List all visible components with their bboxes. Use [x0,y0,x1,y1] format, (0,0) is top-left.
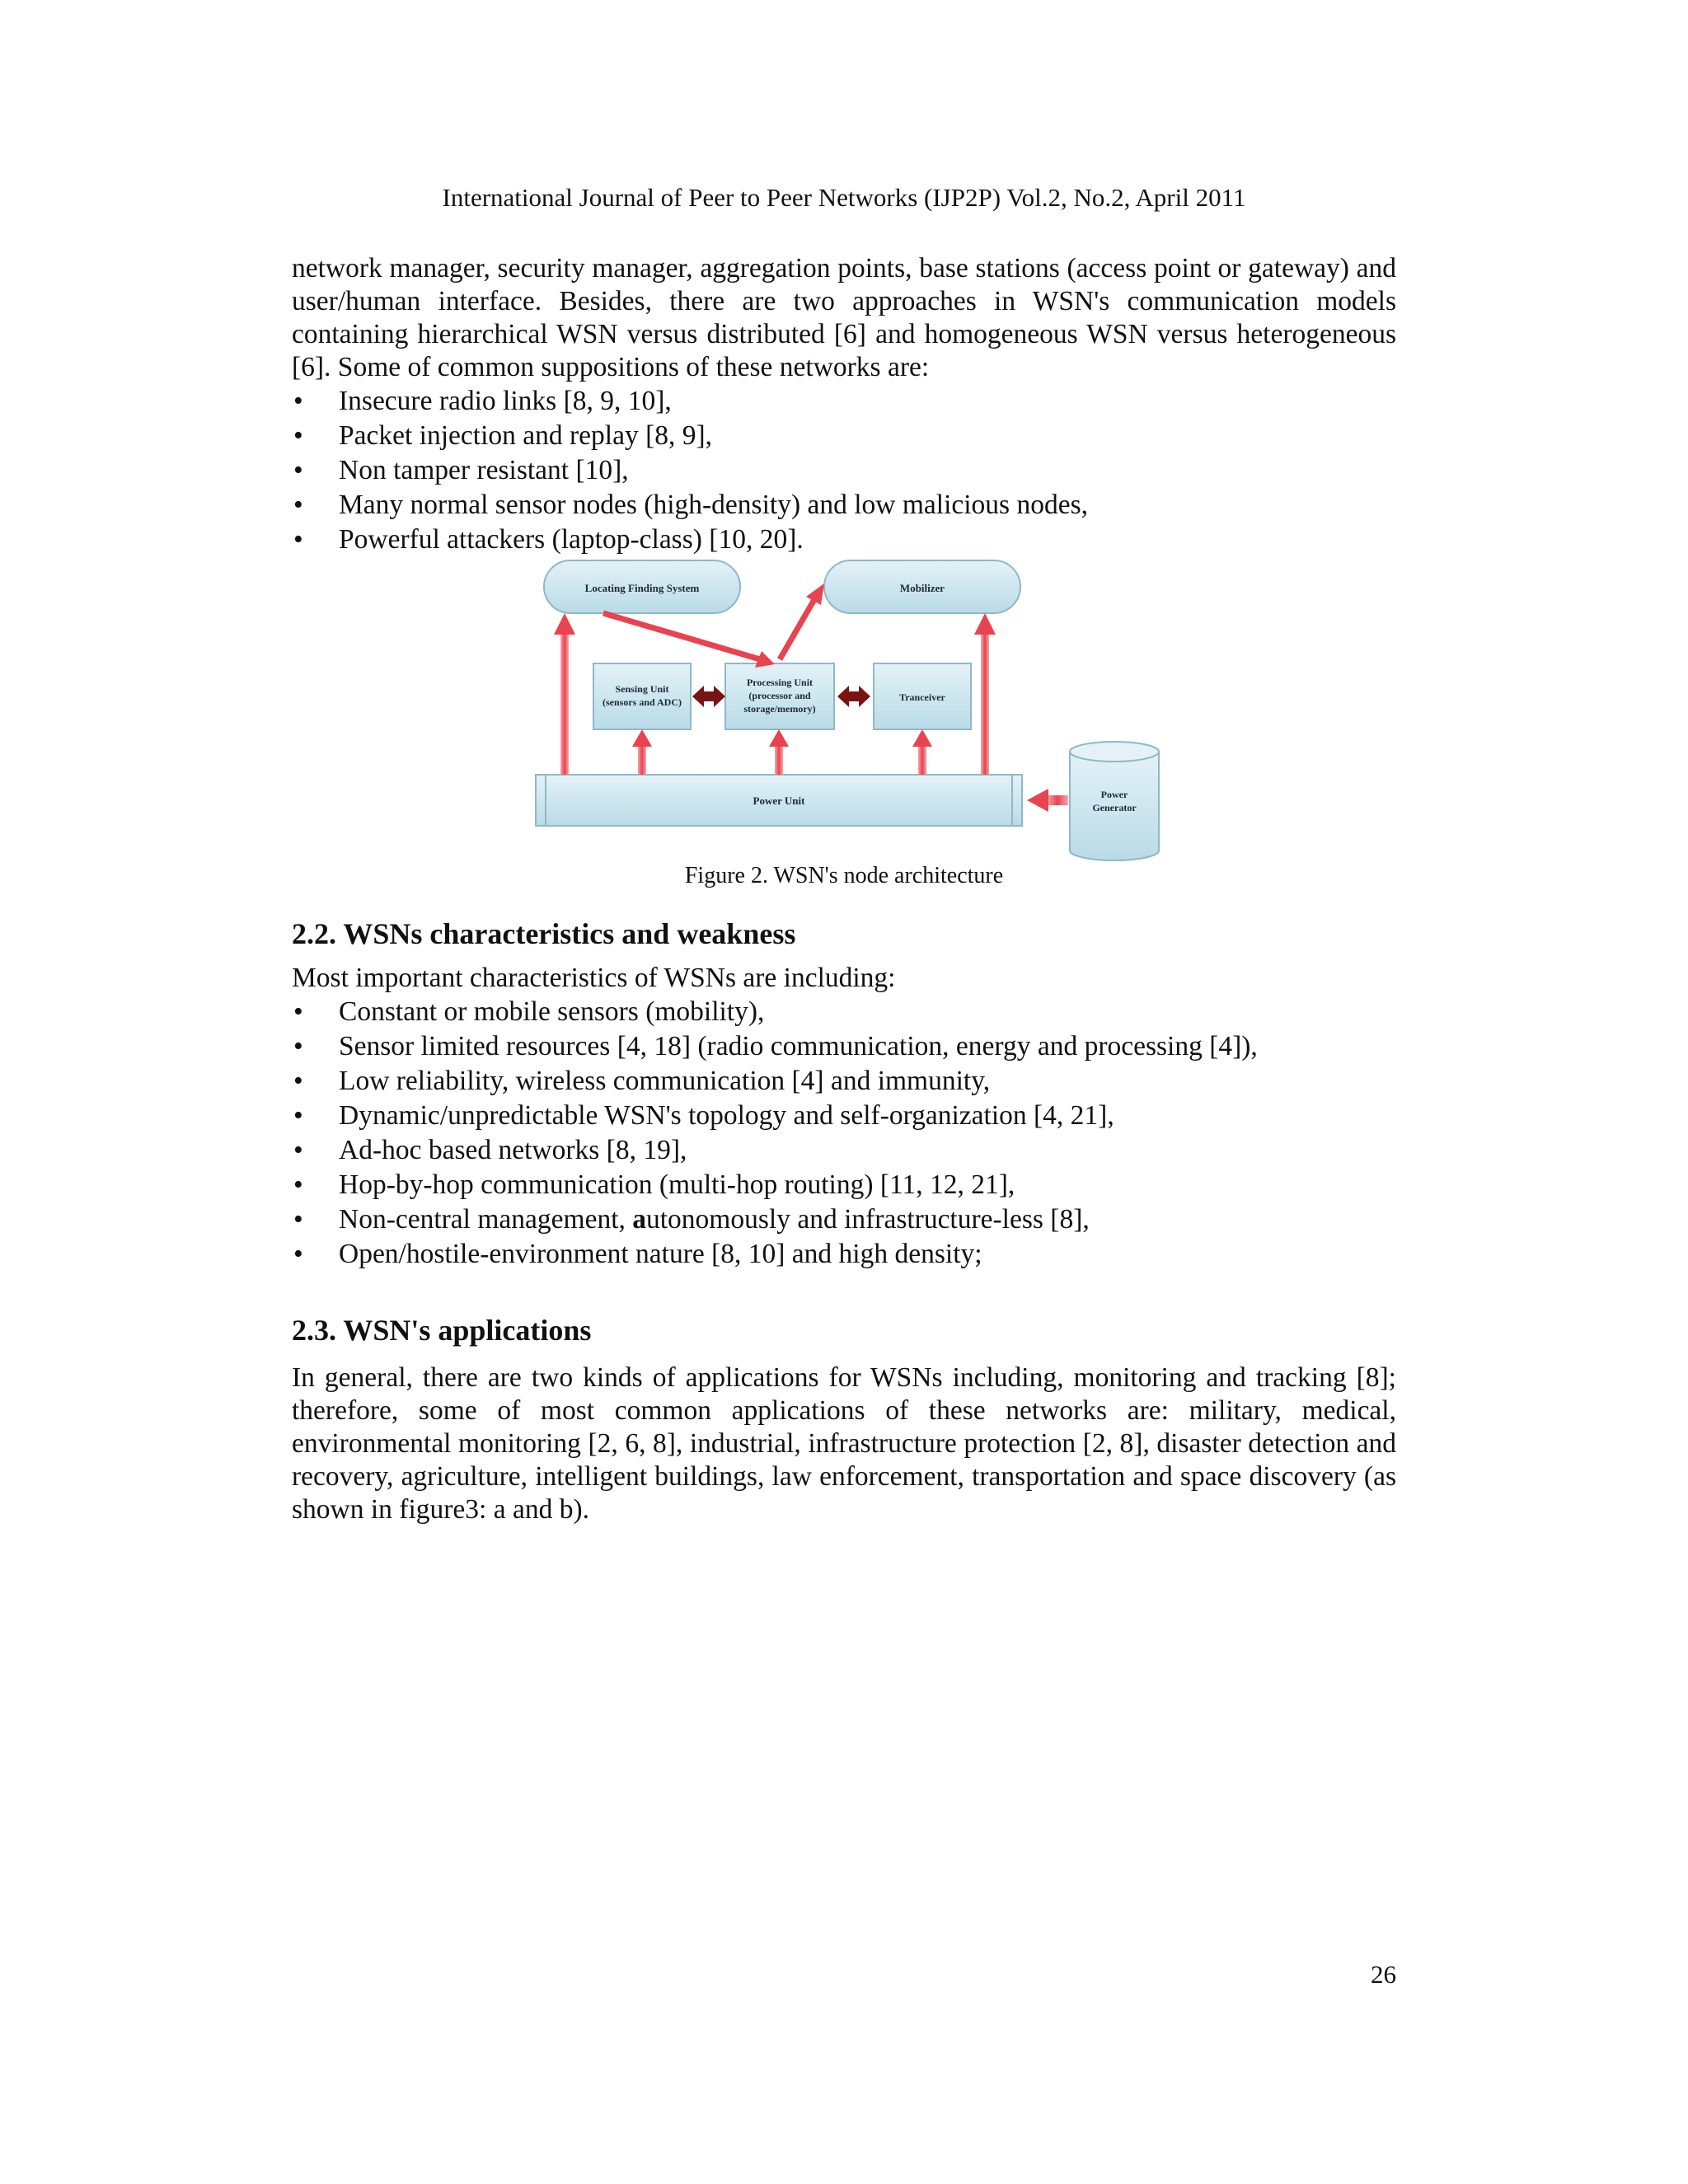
section-paragraph: In general, there are two kinds of applications for WSNs including, monitoring and tracking [8]; therefore, some of most common applications of these networks are: military, medical, environmental monitoring [2, 6, 8], industrial, infrastructure protection [2, 8], disaster detection and recovery, agriculture, intelligent buildings, law enforcement, transportation and space discovery (as shown in figure3: a and b). [292,1362,1396,1525]
list-item: • Low reliability, wireless communication [4] and immunity, [292,1064,1396,1099]
list-item: • Non tamper resistant [10], [292,453,1396,488]
processing-unit-label: Processing Unit [746,677,814,688]
bullet-icon: • [293,1031,303,1062]
processing-tranceiver-double-arrow [837,686,870,707]
section-2-3 [292,1312,1396,1526]
list-item: • Ad-hoc based networks [8, 19], [292,1133,1396,1168]
intro-block [292,252,1396,557]
intro-paragraph: network manager, security manager, aggregation points, base stations (access point or gateway) and user/human interface. Besides, there are two approaches in WSN's communication models containing hierarchical WSN versus distributed [6] and homogeneous WSN versus heterogeneous [6]. Some of common suppositions of these networks are: [292,253,1396,382]
sensing-unit-label: Sensing Unit [615,683,669,695]
bullet-icon: • [293,1135,303,1165]
list-item: • Non-central management, autonomously and infrastructure-less [8], [292,1202,1396,1237]
section-heading: 2.2. WSNs characteristics and weakness [292,917,796,950]
list-item: • Sensor limited resources [4, 18] (radio communication, energy and processing [4]), [292,1029,1396,1064]
running-header: International Journal of Peer to Peer Networks (IJP2P) Vol.2, No.2, April 2011 [442,183,1246,212]
list-item: • Powerful attackers (laptop-class) [10, 20]. [292,523,1396,557]
list-item: • Packet injection and replay [8, 9], [292,419,1396,453]
power-unit-label: Power Unit [753,794,805,807]
power-to-mobilizer-arrow [974,613,996,775]
section-heading: 2.3. WSN's applications [292,1314,592,1347]
bullet-icon: • [293,386,303,416]
locating-system-label: Locating Finding System [584,582,700,594]
bullet-icon: • [293,524,303,555]
list-item: • Many normal sensor nodes (high-density) and low malicious nodes, [292,488,1396,523]
page-number: 26 [1371,1960,1396,1989]
bullet-icon: • [293,455,303,485]
section-2-2 [292,916,1396,1272]
power-generator-cylinder [1070,742,1159,860]
figure-caption: Figure 2. WSN's node architecture [684,863,1004,888]
processing-to-mobilizer-arrow [780,583,824,659]
bullet-icon: • [293,1100,303,1131]
processing-unit-sublabel-2: storage/memory) [743,703,816,715]
bullet-icon: • [293,1066,303,1096]
characteristics-list [292,995,1396,1272]
power-to-processing-arrow [769,729,789,775]
power-to-sensing-arrow [632,729,652,775]
sensing-processing-double-arrow [692,686,725,707]
generator-to-power-arrow [1027,789,1068,812]
bullet-icon: • [293,490,303,520]
bullet-icon: • [293,996,303,1027]
bullet-icon: • [293,1239,303,1269]
bullet-icon: • [293,1169,303,1200]
power-to-tranceiver-arrow [912,729,932,775]
power-to-locating-arrow [554,613,575,775]
power-generator-sublabel: Generator [1092,802,1137,813]
section-intro: Most important characteristics of WSNs are including: [292,963,896,993]
list-item: • Hop-by-hop communication (multi-hop routing) [11, 12, 21], [292,1168,1396,1202]
tranceiver-label: Tranceiver [899,691,945,703]
power-generator-label: Power [1100,789,1128,800]
processing-unit-sublabel-1: (processor and [748,690,811,701]
list-item: • Insecure radio links [8, 9, 10], [292,384,1396,419]
locating-to-processing-arrow [603,613,775,668]
node-architecture-figure [528,554,1162,867]
mobilizer-label: Mobilizer [899,582,945,594]
list-item: • Dynamic/unpredictable WSN's topology and self-organization [4, 21], [292,1099,1396,1133]
suppositions-list [292,384,1396,557]
bullet-icon: • [293,1204,303,1235]
bullet-icon: • [293,420,303,451]
list-item: • Open/hostile-environment nature [8, 10] and high density; [292,1237,1396,1272]
sensing-unit-sublabel: (sensors and ADC) [602,696,682,708]
list-item: • Constant or mobile sensors (mobility), [292,995,1396,1029]
